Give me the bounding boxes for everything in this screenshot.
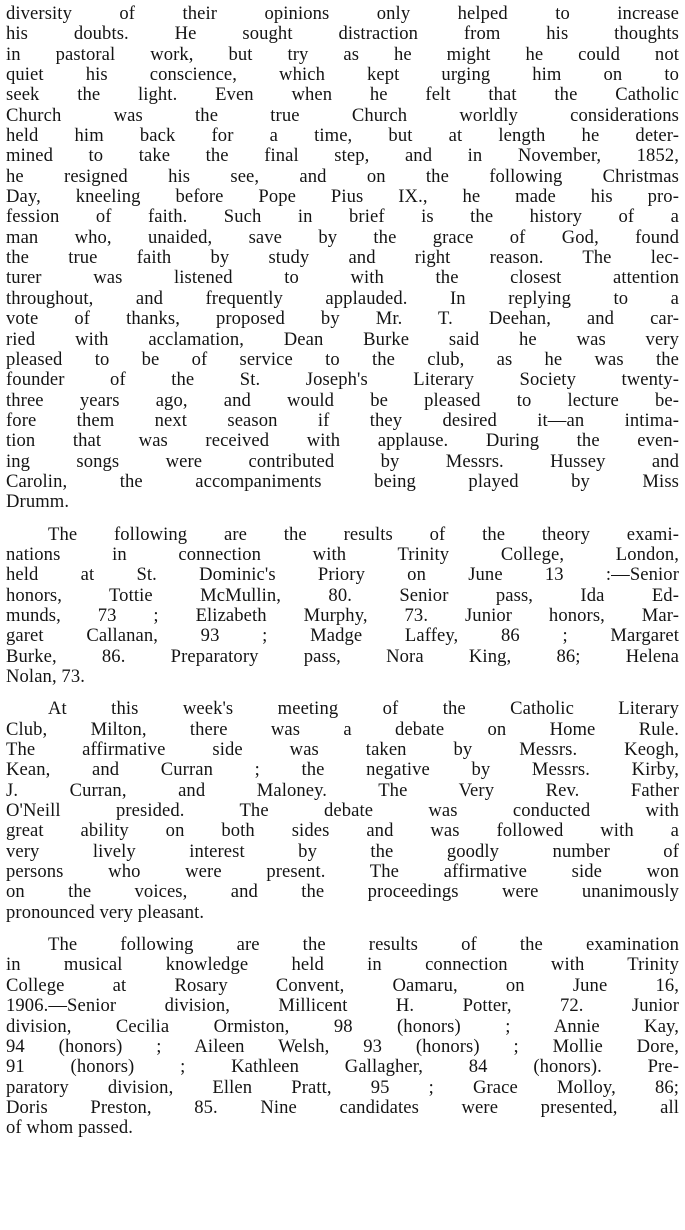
text-line: vote of thanks, proposed by Mr. T. Deehan, and car- [6, 309, 679, 330]
text-line: nations in connection with Trinity College, London, [6, 544, 679, 565]
text-line: mined to take the final step, and in November, 1852, [6, 146, 679, 167]
text-line: College at Rosary Convent, Oamaru, on June 16, [6, 975, 679, 996]
text-line: Drumm. [6, 492, 70, 513]
text-line: three years ago, and would be pleased to lecture be- [6, 390, 679, 411]
text-line: Nolan, 73. [6, 667, 85, 687]
text-line: Doris Preston, 85. Nine candidates were presented, all [6, 1097, 679, 1118]
paragraph-gap [6, 687, 679, 699]
article-paragraph-4 [6, 935, 679, 1138]
text-line: founder of the St. Joseph's Literary Society twenty- [6, 370, 679, 391]
text-line: in musical knowledge held in connection with Trinity [6, 955, 679, 976]
text-line: The following are the results of the examination [48, 935, 679, 956]
text-line: The affirmative side was taken by Messrs. Keogh, [6, 740, 679, 761]
paragraph-gap [6, 923, 679, 935]
text-line: seek the light. Even when he felt that the Catholic [6, 85, 679, 106]
text-line: 91 (honors) ; Kathleen Gallagher, 84 (honors). Pre- [6, 1057, 679, 1078]
text-line: held him back for a time, but at length he deter- [6, 126, 679, 147]
text-line: Kean, and Curran ; the negative by Messrs. Kirby, [6, 760, 679, 781]
article-paragraph-2 [6, 525, 679, 688]
text-line: Church was the true Church worldly considerations [6, 105, 679, 126]
text-line: The following are the results of the theory exami- [48, 524, 679, 545]
text-line: on the voices, and the proceedings were unanimously [6, 882, 679, 903]
text-line: fession of faith. Such in brief is the history of a [6, 207, 679, 228]
text-line: ing songs were contributed by Messrs. Hussey and [6, 451, 679, 472]
text-line: J. Curran, and Maloney. The Very Rev. Father [6, 780, 679, 801]
text-line: Day, kneeling before Pope Pius IX., he made his pro- [6, 187, 679, 208]
text-line: pleased to be of service to the club, as he was the [6, 349, 679, 370]
paragraph-gap [6, 513, 679, 525]
text-line: great ability on both sides and was followed with a [6, 821, 679, 842]
text-line: Burke, 86. Preparatory pass, Nora King, 86; Helena [6, 646, 679, 667]
text-line: honors, Tottie McMullin, 80. Senior pass, Ida Ed- [6, 585, 679, 606]
text-line: ried with acclamation, Dean Burke said he was very [6, 329, 679, 350]
text-line: his doubts. He sought distraction from his thoughts [6, 24, 679, 45]
text-line: 1906.—Senior division, Millicent H. Potter, 72. Junior [6, 996, 679, 1017]
text-line: in pastoral work, but try as he might he could not [6, 44, 679, 65]
text-line: quiet his conscience, which kept urging him on to [6, 65, 679, 86]
text-line: At this week's meeting of the Catholic Literary [48, 699, 679, 720]
text-line: paratory division, Ellen Pratt, 95 ; Grace Molloy, 86; [6, 1077, 679, 1098]
text-line: fore them next season if they desired it—an intima- [6, 410, 679, 431]
text-line: throughout, and frequently applauded. In replying to a [6, 288, 679, 309]
text-line: turer was listened to with the closest attention [6, 268, 679, 289]
text-line: 94 (honors) ; Aileen Welsh, 93 (honors) ; Mollie Dore, [6, 1036, 679, 1057]
text-line: he resigned his see, and on the following Christmas [6, 166, 679, 187]
text-line: very lively interest by the goodly number of [6, 841, 679, 862]
text-line: persons who were present. The affirmative side won [6, 862, 679, 883]
text-line: Carolin, the accompaniments being played by Miss [6, 471, 679, 492]
text-line: diversity of their opinions only helped to increase [6, 4, 679, 24]
text-line: O'Neill presided. The debate was conducted with [6, 801, 679, 822]
text-line: division, Cecilia Ormiston, 98 (honors) ; Annie Kay, [6, 1016, 679, 1037]
article-paragraph-3 [6, 699, 679, 923]
text-line: munds, 73 ; Elizabeth Murphy, 73. Junior honors, Mar- [6, 605, 679, 626]
text-line: the true faith by study and right reason. The lec- [6, 248, 679, 269]
text-line: of whom passed. [6, 1118, 133, 1139]
text-line: man who, unaided, save by the grace of God, found [6, 227, 679, 248]
text-line: tion that was received with applause. During the even- [6, 431, 679, 452]
article-paragraph-1 [6, 4, 679, 513]
text-line: Club, Milton, there was a debate on Home Rule. [6, 719, 679, 740]
text-line: garet Callanan, 93 ; Madge Laffey, 86 ; Margaret [6, 626, 679, 647]
text-line: held at St. Dominic's Priory on June 13 :—Senior [6, 565, 679, 586]
text-line: pronounced very pleasant. [6, 902, 205, 923]
